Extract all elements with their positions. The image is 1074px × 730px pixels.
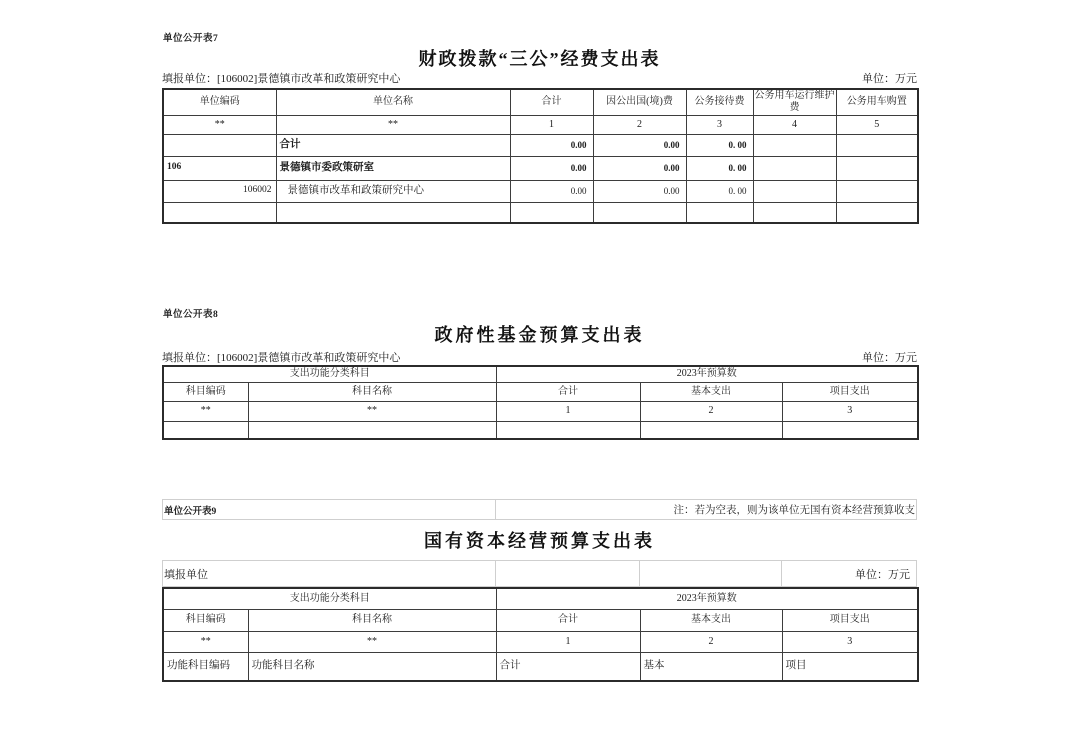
footer-cell: 功能科目名称 <box>248 652 496 681</box>
table8-unit-label: 单位：万元 <box>862 352 917 364</box>
value-cell <box>753 134 836 156</box>
table8-group-header-row <box>163 366 918 382</box>
index-cell: 1 <box>496 401 640 421</box>
index-cell: 2 <box>640 631 782 652</box>
table9-meta-row <box>162 560 917 587</box>
footer-cell: 合计 <box>496 652 640 681</box>
value-cell: 0.00 <box>593 156 686 180</box>
table7-title: 财政拨款“三公”经费支出表 <box>418 49 661 69</box>
table-row <box>163 180 918 202</box>
column-header-cell: 项目支出 <box>782 609 918 631</box>
table-row <box>163 421 918 439</box>
index-cell: 2 <box>593 115 686 134</box>
table7-index-row <box>163 115 918 134</box>
index-cell: ** <box>248 631 496 652</box>
name-cell: 合计 <box>276 134 510 156</box>
value-cell: 0.00 <box>593 180 686 202</box>
value-cell: 0.00 <box>510 156 593 180</box>
table9-group-header-row <box>163 588 918 609</box>
value-cell: 0.00 <box>510 180 593 202</box>
code-cell: 106002 <box>163 180 276 202</box>
code-cell <box>163 134 276 156</box>
table9-index-row <box>163 631 918 652</box>
table9-report-unit-label: 填报单位 <box>163 561 496 586</box>
column-header-cell: 基本支出 <box>640 609 782 631</box>
column-header-cell: 合计 <box>496 609 640 631</box>
empty-cell <box>593 202 686 223</box>
footer-cell: 基本 <box>640 652 782 681</box>
column-header-cell: 科目名称 <box>248 382 496 401</box>
index-cell: 3 <box>686 115 753 134</box>
empty-cell <box>640 421 782 439</box>
index-cell: 4 <box>753 115 836 134</box>
index-cell: ** <box>276 115 510 134</box>
index-cell: ** <box>163 631 248 652</box>
grid-cell <box>496 561 640 586</box>
column-header-cell: 公务用车运行维护费 <box>754 90 835 114</box>
table-row <box>163 134 918 156</box>
column-header-cell: 单位名称 <box>276 89 510 115</box>
empty-cell <box>163 202 276 223</box>
column-header-cell: 因公出国(境)费 <box>593 89 686 115</box>
table7-meta-row <box>162 70 917 86</box>
index-cell: ** <box>163 115 276 134</box>
table9-unit-label: 单位：万元 <box>855 568 910 581</box>
empty-cell <box>163 421 248 439</box>
footer-cell: 功能科目编码 <box>163 652 248 681</box>
column-header-cell: 项目支出 <box>782 382 918 401</box>
value-cell <box>836 134 918 156</box>
empty-cell <box>753 202 836 223</box>
table7-header-row <box>163 89 918 115</box>
index-cell: 2 <box>640 401 782 421</box>
column-header-cell: 公务接待费 <box>686 89 753 115</box>
value-cell <box>753 180 836 202</box>
table8-header-row <box>163 382 918 401</box>
government-fund-expense-table <box>162 365 919 440</box>
index-cell: 1 <box>510 115 593 134</box>
empty-cell <box>686 202 753 223</box>
column-header-cell: 科目编码 <box>163 609 248 631</box>
name-cell: 景德镇市改革和政策研究中心 <box>276 180 510 202</box>
index-cell: ** <box>163 401 248 421</box>
table9-sheet-label: 单位公开表9 <box>163 500 496 519</box>
value-cell: 0.00 <box>510 134 593 156</box>
table8-report-unit-label: 填报单位：[106002]景德镇市改革和政策研究中心 <box>162 352 401 364</box>
name-cell: 景德镇市委政策研室 <box>276 156 510 180</box>
index-cell: 1 <box>496 631 640 652</box>
value-cell <box>836 156 918 180</box>
grid-cell <box>640 561 782 586</box>
group-header-cell: 2023年预算数 <box>496 366 918 382</box>
table9-footer-row <box>163 652 918 681</box>
group-header-cell: 2023年预算数 <box>496 588 918 609</box>
table9-title: 国有资本经营预算支出表 <box>424 531 655 551</box>
empty-cell <box>836 202 918 223</box>
table8-sheet-label: 单位公开表8 <box>163 310 219 320</box>
value-cell <box>753 156 836 180</box>
column-header-cell: 公务用车购置 <box>836 89 918 115</box>
group-header-cell: 支出功能分类科目 <box>163 588 496 609</box>
index-cell: 5 <box>836 115 918 134</box>
empty-cell <box>782 421 918 439</box>
table-row <box>163 156 918 180</box>
value-cell <box>836 180 918 202</box>
table7-sheet-label: 单位公开表7 <box>163 34 219 44</box>
table-row <box>163 202 918 223</box>
column-header-cell: 科目名称 <box>248 609 496 631</box>
table9-note-row <box>162 499 917 520</box>
value-cell: 0. 00 <box>686 180 753 202</box>
table7-report-unit-label: 填报单位：[106002]景德镇市改革和政策研究中心 <box>162 73 401 85</box>
table7-unit-label: 单位：万元 <box>862 73 917 85</box>
index-cell: ** <box>248 401 496 421</box>
column-header-cell: 科目编码 <box>163 382 248 401</box>
table8-meta-row <box>162 349 917 365</box>
san-gong-expense-table <box>162 88 919 224</box>
column-header-cell: 基本支出 <box>640 382 782 401</box>
value-cell: 0. 00 <box>686 134 753 156</box>
table8-index-row <box>163 401 918 421</box>
empty-cell <box>510 202 593 223</box>
value-cell: 0. 00 <box>686 156 753 180</box>
column-header-cell: 合计 <box>510 89 593 115</box>
value-cell: 0.00 <box>593 134 686 156</box>
table9-note-label: 注：若为空表，则为该单位无国有资本经营预算收支 <box>673 505 915 516</box>
footer-cell: 项目 <box>782 652 918 681</box>
index-cell: 3 <box>782 631 918 652</box>
table8-title: 政府性基金预算支出表 <box>434 325 645 345</box>
empty-cell <box>496 421 640 439</box>
empty-cell <box>276 202 510 223</box>
empty-cell <box>248 421 496 439</box>
index-cell: 3 <box>782 401 918 421</box>
column-header-cell: 合计 <box>496 382 640 401</box>
table9-header-row <box>163 609 918 631</box>
column-header-cell: 单位编码 <box>163 89 276 115</box>
code-cell: 106 <box>163 156 276 180</box>
state-capital-expense-table <box>162 587 919 682</box>
group-header-cell: 支出功能分类科目 <box>163 366 496 382</box>
